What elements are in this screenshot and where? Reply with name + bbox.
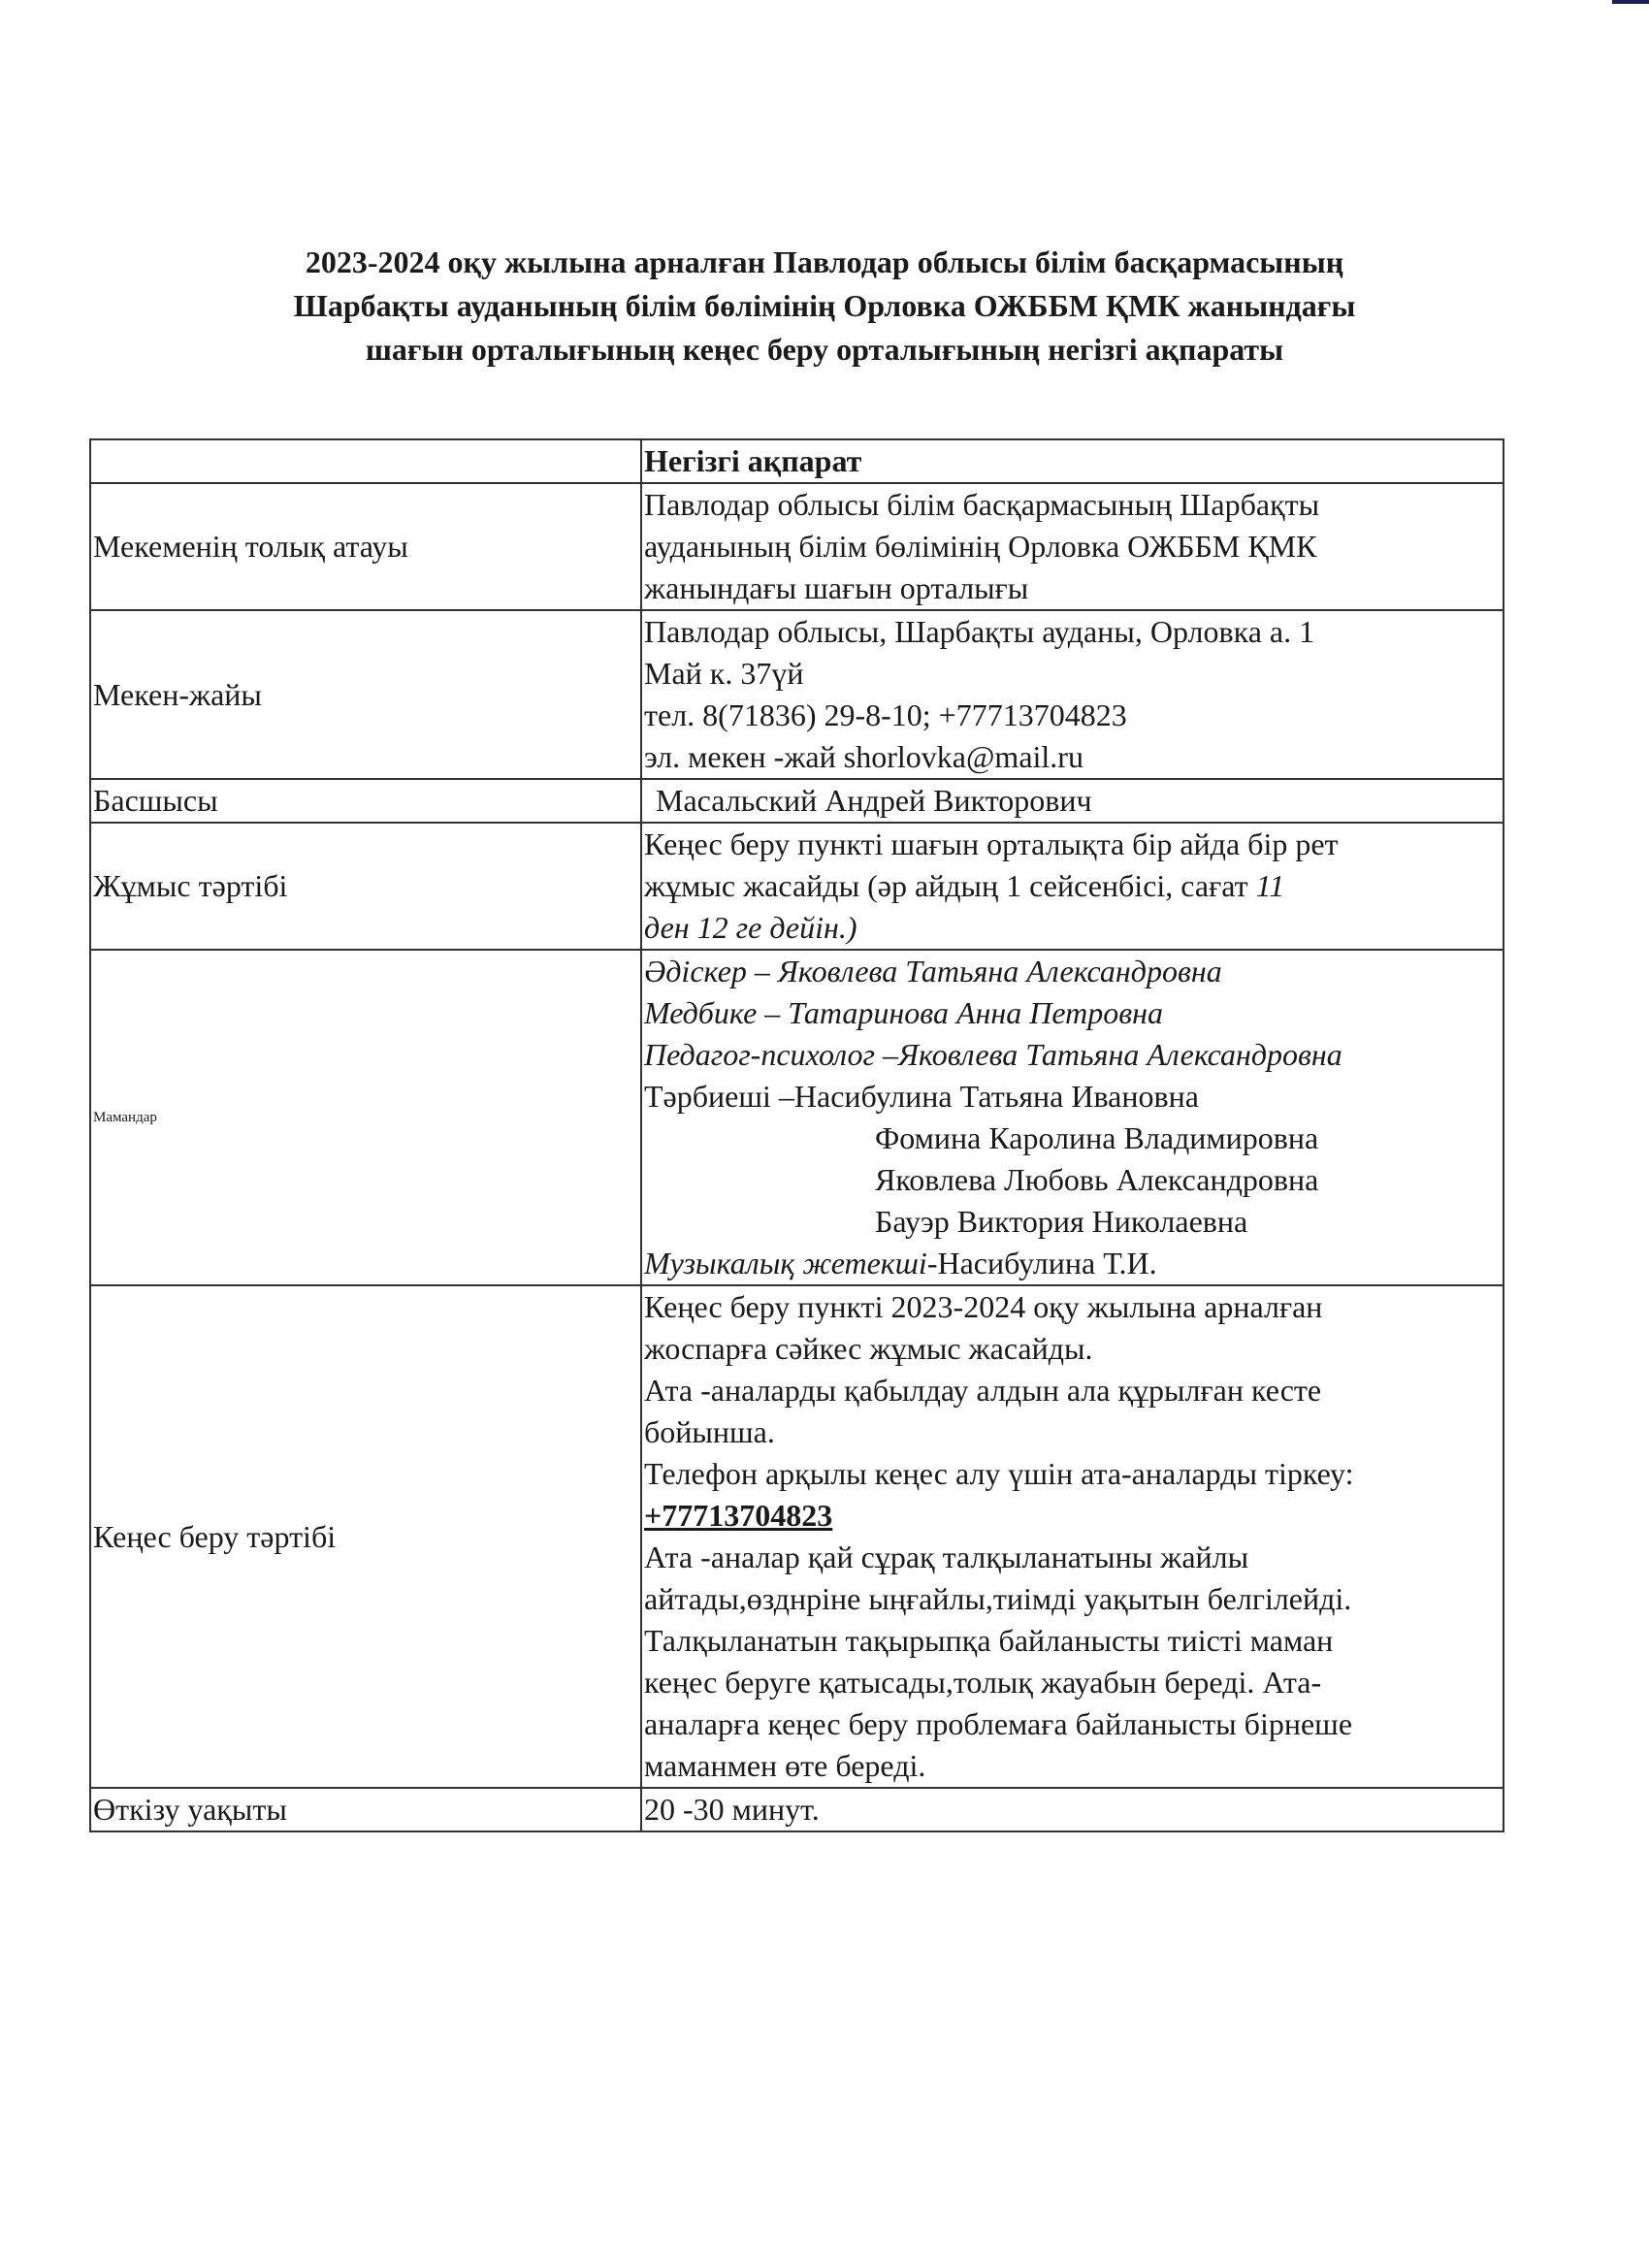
row-full-name — [90, 483, 1504, 610]
consultation-line: аналарға кеңес беру проблемаға байланысты бірнеше — [644, 1706, 1353, 1741]
label-specialists: Мамандар — [90, 950, 641, 1285]
full-name-line: Павлодар облысы білім басқармасының Шарбақты — [644, 487, 1320, 522]
scan-corner-mark — [1612, 0, 1649, 4]
specialist-educator-2: Фомина Каролина Владимировна — [875, 1120, 1319, 1155]
label-address: Мекен-жайы — [90, 610, 641, 779]
music-role: Музыкалық жетекші — [644, 1246, 927, 1280]
label-schedule: Жұмыс тәртібі — [90, 823, 641, 950]
schedule-line-1: Кеңес беру пункті шағын орталықта бір айда бір рет — [644, 826, 1339, 861]
specialist-psychologist: Педагог-психолог –Яковлева Татьяна Александровна — [644, 1037, 1342, 1072]
value-address — [641, 610, 1504, 779]
value-consultation — [641, 1285, 1504, 1788]
value-head — [641, 779, 1504, 823]
full-name-line: жанындағы шағын орталығы — [644, 570, 1029, 605]
schedule-line-2-text: жұмыс жасайды (әр айдың 1 сейсенбісі, сағат — [644, 868, 1256, 903]
title-line-1: 2023-2024 оқу жылына арналған Павлодар облысы білім басқармасының — [305, 244, 1344, 279]
address-line: Павлодар облысы, Шарбақты ауданы, Орловка а. 1 — [644, 614, 1315, 649]
head-name: Масальский Андрей Викторович — [656, 783, 1092, 818]
address-phone-line: тел. 8(71836) 29-8-10; +77713704823 — [644, 697, 1127, 732]
consultation-phone: +77713704823 — [644, 1498, 833, 1533]
consultation-line: маманмен өте береді. — [644, 1748, 926, 1783]
header-main-info: Негізгі ақпарат — [641, 439, 1504, 483]
row-specialists — [90, 950, 1504, 1285]
row-head — [90, 779, 1504, 823]
address-email-line: эл. мекен -жай shorlovka@mail.ru — [644, 739, 1083, 774]
value-duration: 20 -30 минут. — [641, 1788, 1504, 1831]
row-duration — [90, 1788, 1504, 1831]
header-empty-cell — [90, 439, 641, 483]
value-schedule — [641, 823, 1504, 950]
specialist-educator-3: Яковлева Любовь Александровна — [875, 1162, 1319, 1197]
consultation-line: жоспарға сәйкес жұмыс жасайды. — [644, 1331, 1093, 1366]
consultation-line: айтады,өзднріне ыңғайлы,тиімді уақытын белгілейді. — [644, 1581, 1352, 1616]
label-head: Басшысы — [90, 779, 641, 823]
specialist-nurse: Медбике – Татаринова Анна Петровна — [644, 995, 1164, 1030]
title-line-3: шағын орталығының кеңес беру орталығының негізгі ақпараты — [365, 332, 1284, 367]
title-line-2: Шарбақты ауданының білім бөлімінің Орловка ОЖББМ ҚМК жанындағы — [293, 288, 1356, 323]
info-table — [89, 438, 1504, 1832]
value-full-name — [641, 483, 1504, 610]
row-schedule — [90, 823, 1504, 950]
value-specialists — [641, 950, 1504, 1285]
document-title — [155, 241, 1494, 372]
specialist-methodist: Әдіскер – Яковлева Татьяна Александровна — [644, 954, 1222, 988]
consultation-line: Кеңес беру пункті 2023-2024 оқу жылына арналған — [644, 1289, 1323, 1324]
music-name: -Насибулина Т.И. — [926, 1246, 1157, 1280]
specialist-music — [644, 1243, 1503, 1284]
schedule-line-3: ден 12 ге дейін.) — [644, 910, 857, 945]
address-line: Май к. 37үй — [644, 656, 804, 691]
consultation-line: кеңес беруге қатысады,толық жауабын береді. Ата- — [644, 1665, 1322, 1700]
specialist-educator-1: Тәрбиеші –Насибулина Татьяна Ивановна — [644, 1079, 1199, 1114]
full-name-line: ауданының білім бөлімінің Орловка ОЖББМ ҚМК — [644, 529, 1317, 564]
consultation-line: Ата -аналар қай сұрақ талқыланатыны жайлы — [644, 1539, 1249, 1574]
schedule-hour-start: 11 — [1255, 868, 1285, 903]
consultation-line: Ата -аналарды қабылдау алдын ала құрылған кесте — [644, 1373, 1322, 1408]
row-address — [90, 610, 1504, 779]
label-full-name: Мекеменің толық атауы — [90, 483, 641, 610]
consultation-line: Телефон арқылы кеңес алу үшін ата-аналарды тіркеу: — [644, 1456, 1354, 1491]
specialist-educator-4: Бауэр Виктория Николаевна — [875, 1204, 1248, 1239]
label-duration: Өткізу уақыты — [90, 1788, 641, 1831]
label-consultation: Кеңес беру тәртібі — [90, 1285, 641, 1788]
consultation-line: Талқыланатын тақырыпқа байланысты тиісті маман — [644, 1623, 1334, 1658]
table-header-row — [90, 439, 1504, 483]
consultation-line: бойынша. — [644, 1414, 775, 1449]
row-consultation — [90, 1285, 1504, 1788]
schedule-line-2 — [644, 865, 1503, 907]
